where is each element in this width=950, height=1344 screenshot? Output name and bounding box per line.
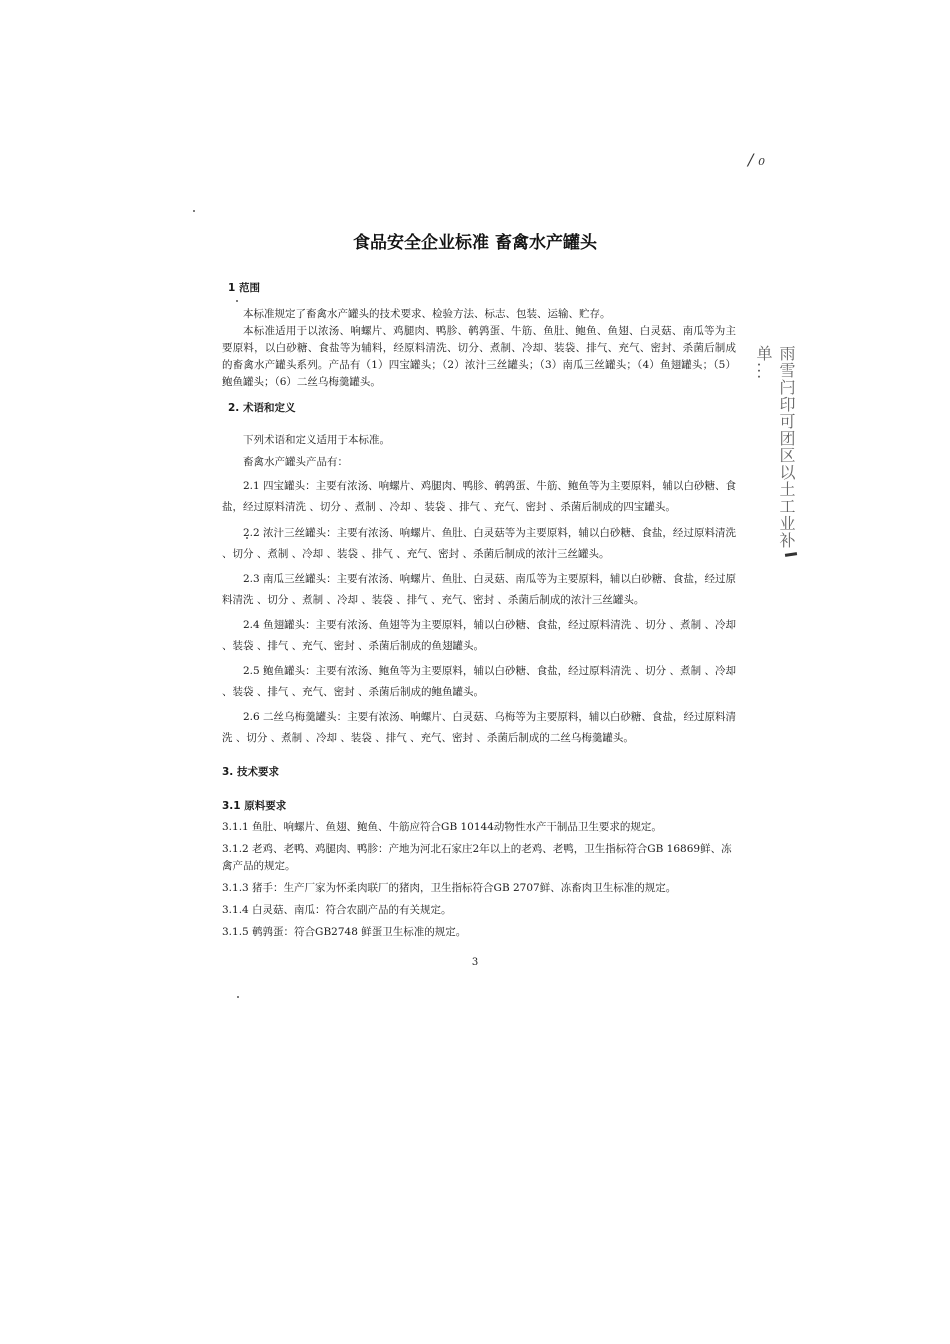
- term-definition: 2.3 南瓜三丝罐头：主要有浓汤、响螺片、鱼肚、白灵菇、南瓜等为主要原料，辅以白砂糖、食盐，经过原料清洗 、切分 、煮制 、冷却 、装袋 、排气 、充气、密封 、杀菌后制成的浓汁三丝罐头。: [222, 573, 736, 606]
- section-heading: 2. 术语和定义: [228, 402, 296, 414]
- requirement-item: 3.1.3 猪手：生产厂家为怀柔肉联厂的猪肉，卫生指标符合GB 2707鲜、冻畜肉卫生标准的规定。: [222, 882, 677, 894]
- scan-speck: [237, 996, 239, 998]
- side-stamp-text: 雨雪闩印可团区以土工业补单...: [754, 345, 796, 549]
- term-definition: 2.5 鲍鱼罐头：主要有浓汤、鲍鱼等为主要原料，辅以白砂糖、食盐，经过原料清洗 、切分 、煮制 、冷却 、装袋 、排气 、充气、密封 、杀菌后制成的鲍鱼罐头。: [222, 665, 736, 698]
- term-definition: 2.6 二丝乌梅羹罐头：主要有浓汤、响螺片、白灵菇、乌梅等为主要原料，辅以白砂糖、食盐，经过原料清洗 、切分 、煮制 、冷却 、装袋 、排气 、充气、密封 、杀菌后制成的二丝乌梅羹罐头。: [222, 711, 736, 744]
- page-number: 3: [471, 957, 479, 968]
- paragraph: 本标准适用于以浓汤、响螺片、鸡腿肉、鸭胗、鹌鹑蛋、牛筋、鱼肚、鲍鱼、鱼翅、白灵菇、南瓜等为主要原料，以白砂糖、食盐等为辅料，经原料清洗、切分、煮制、冷却、装袋、排气、充气、密封、杀菌后制成的畜禽水产罐头系列。产品有（1）四宝罐头；（2）浓汁三丝罐头；（3）南瓜三丝罐头；（4）鱼翅罐头；（5）鲍鱼罐头；（6）二丝乌梅羹罐头。: [222, 325, 736, 388]
- term-definition: 2.1 四宝罐头：主要有浓汤、响螺片、鸡腿肉、鸭胗、鹌鹑蛋、牛筋、鲍鱼等为主要原料，辅以白砂糖、食盐，经过原料清洗 、切分 、煮制 、冷却 、装袋 、排气 、充气、密封 、杀菌后制成的四宝罐头。: [222, 480, 736, 513]
- section-scope: [222, 280, 736, 391]
- paragraph: 本标准规定了畜禽水产罐头的技术要求、检验方法、标志、包装、运输、贮存。: [243, 308, 611, 320]
- paragraph: 下列术语和定义适用于本标准。: [243, 434, 390, 446]
- section-heading: 1 范围: [228, 282, 260, 294]
- section-heading: 3. 技术要求: [222, 766, 279, 778]
- requirement-item: 3.1.2 老鸡、老鸭、鸡腿肉、鸭胗：产地为河北石家庄2年以上的老鸡、老鸭，卫生指标符合GB 16869鲜、冻禽产品的规定。: [222, 843, 732, 872]
- requirement-item: 3.1.4 白灵菇、南瓜：符合农副产品的有关规定。: [222, 904, 452, 916]
- requirement-item: 3.1.1 鱼肚、响螺片、鱼翅、鲍鱼、牛筋应符合GB 10144动物性水产干制品卫生要求的规定。: [222, 821, 662, 833]
- term-definition: 2.4 鱼翅罐头：主要有浓汤、鱼翅等为主要原料，辅以白砂糖、食盐，经过原料清洗 、切分 、煮制 、冷却 、装袋 、排气 、充气、密封 、杀菌后制成的鱼翅罐头。: [222, 619, 736, 652]
- subsection-heading: 3.1 原料要求: [222, 800, 287, 812]
- section-requirements: [222, 764, 736, 941]
- document-title: 食品安全企业标准 畜禽水产罐头: [353, 233, 597, 253]
- requirement-item: 3.1.5 鹌鹑蛋：符合GB2748 鲜蛋卫生标准的规定。: [222, 926, 467, 938]
- handwritten-mark: / ₀: [748, 150, 765, 169]
- scan-speck: [193, 210, 195, 212]
- section-terms: [222, 400, 736, 749]
- term-definition: 2.2 浓汁三丝罐头：主要有浓汤、响螺片、鱼肚、白灵菇等为主要原料，辅以白砂糖、食盐，经过原料清洗 、切分 、煮制 、冷却 、装袋 、排气 、充气、密封 、杀菌后制成的浓汁三丝罐头。: [222, 527, 736, 560]
- paragraph: 畜禽水产罐头产品有：: [243, 456, 348, 468]
